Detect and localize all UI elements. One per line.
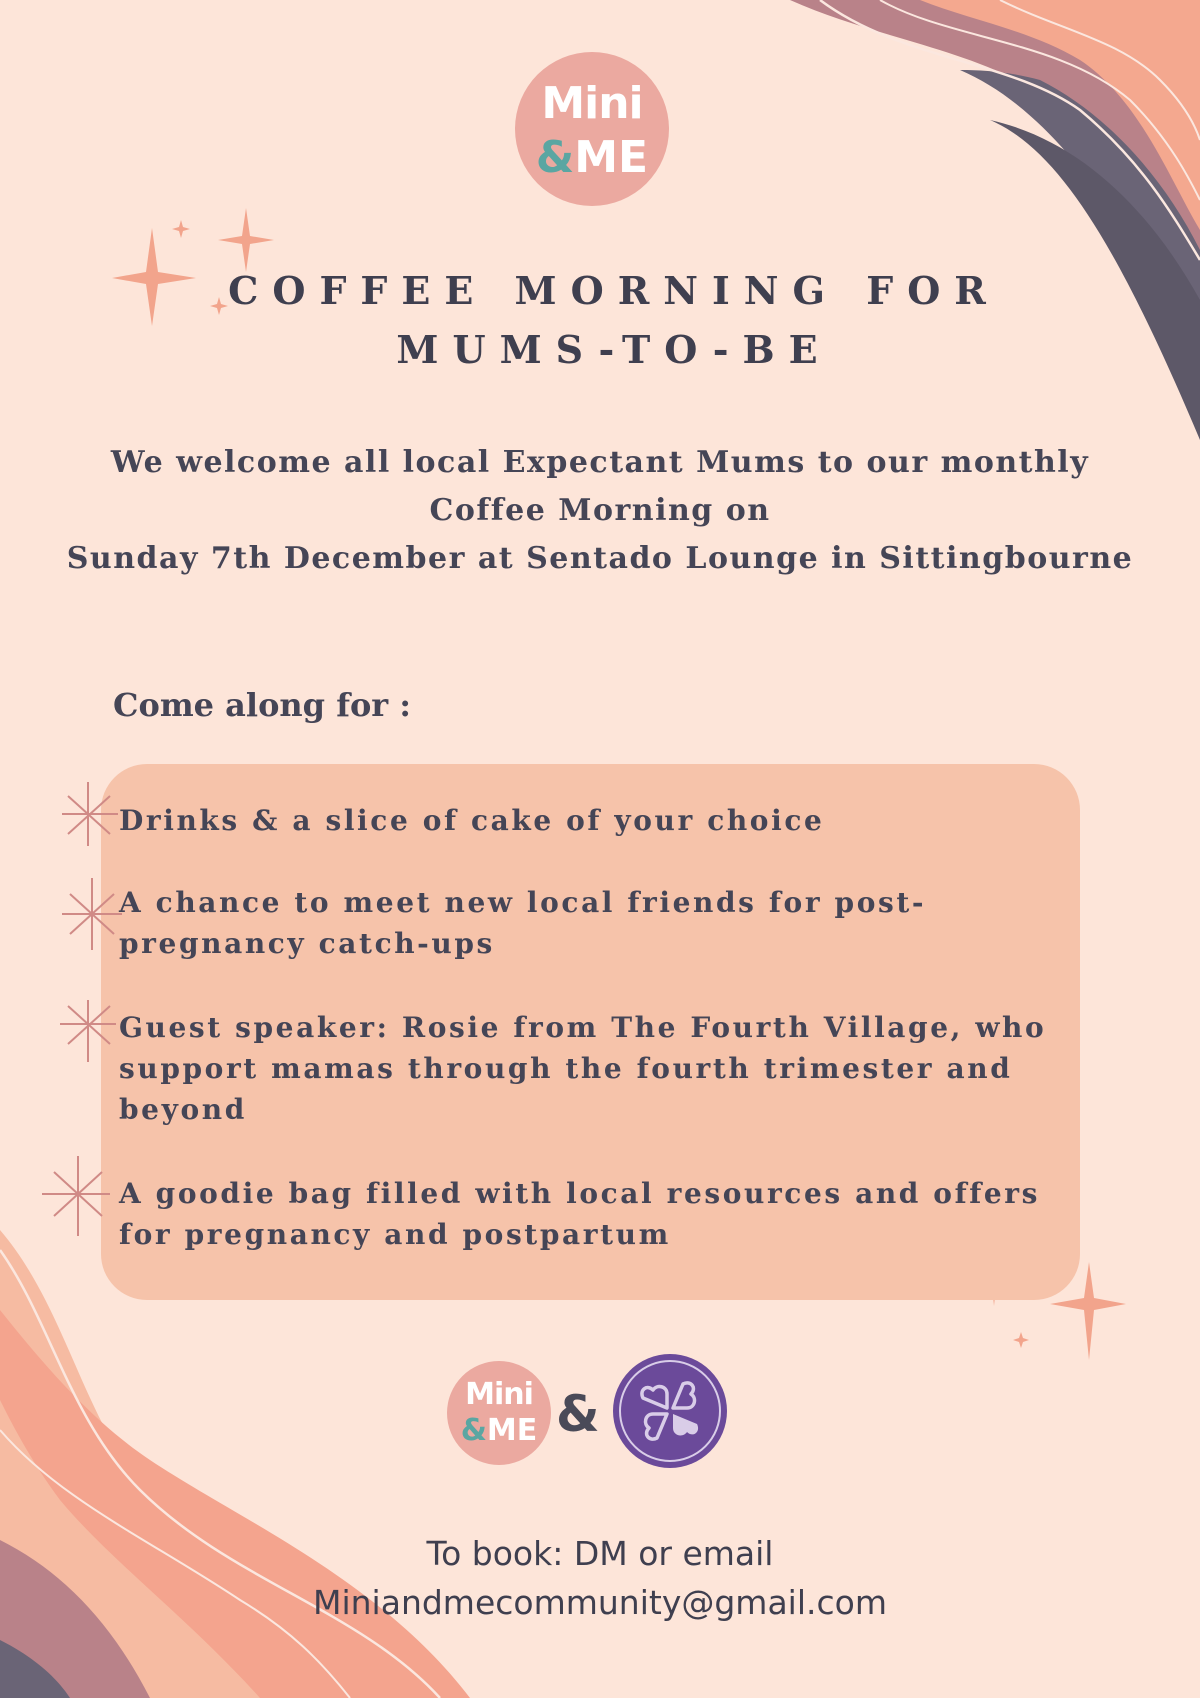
logo-ampersand: & <box>535 132 575 183</box>
activity-item-drinks <box>119 800 1059 841</box>
logo-mini-text: Mini <box>541 78 643 129</box>
welcome-line-3: Sunday 7th December at Sentado Lounge in Sittingbourne <box>66 541 1134 576</box>
activity-item-line: pregnancy catch-ups <box>119 927 495 960</box>
fourth-village-logo <box>613 1354 727 1468</box>
activity-item-line: support mamas through the fourth trimester and <box>119 1052 1013 1085</box>
asterisk-bullet-icon <box>42 1156 110 1236</box>
booking-line: To book: DM or email <box>426 1534 774 1573</box>
title-line-2: MUMS-TO-BE <box>396 327 832 372</box>
booking-email: Miniandmecommunity@gmail.com <box>313 1583 887 1622</box>
logo-me-text: ME <box>574 132 649 183</box>
logo-mini-text: Mini <box>465 1377 533 1412</box>
activity-item-line: beyond <box>119 1093 247 1126</box>
welcome-line-1: We welcome all local Expectant Mums to our monthly <box>110 445 1090 480</box>
asterisk-bullet-icon <box>62 782 118 846</box>
activity-item-line: A goodie bag filled with local resources and offers <box>119 1177 1041 1210</box>
logo-me-text: ME <box>486 1413 538 1448</box>
asterisk-bullet-icon <box>62 878 122 950</box>
logo-me-line <box>447 1413 551 1448</box>
activity-item-line: for pregnancy and postpartum <box>119 1218 671 1251</box>
activity-item-goodie-bag <box>119 1173 1059 1255</box>
activity-item-line: Drinks & a slice of cake of your choice <box>119 804 825 837</box>
partners-ampersand: & <box>556 1385 600 1443</box>
come-along-heading: Come along for : <box>113 686 412 724</box>
welcome-line-2: Coffee Morning on <box>429 493 771 528</box>
title-line-1: COFFEE MORNING FOR <box>228 268 1000 313</box>
activity-item-speaker <box>119 1007 1059 1130</box>
activity-item-line: Guest speaker: Rosie from The Fourth Village, who <box>119 1011 1047 1044</box>
mini-and-me-logo-small <box>447 1361 551 1465</box>
asterisk-bullet-icon <box>60 1000 116 1062</box>
activity-item-friends <box>119 882 1059 964</box>
logo-ampersand: & <box>460 1413 487 1448</box>
activity-item-line: A chance to meet new local friends for post- <box>119 886 927 919</box>
